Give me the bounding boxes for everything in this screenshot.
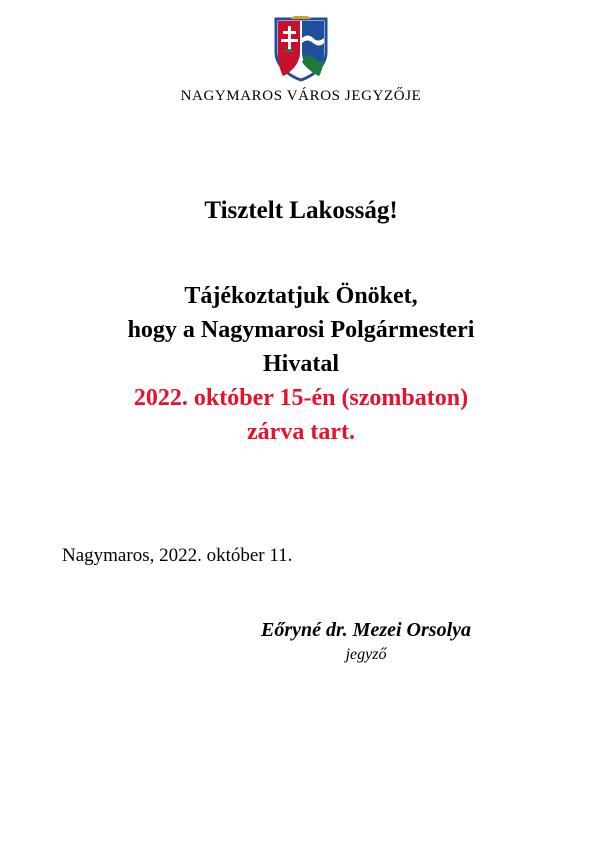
office-title: NAGYMAROS VÁROS JEGYZŐJE [180,88,422,104]
signature-block [0,619,602,664]
body-line-1: Tájékoztatjuk Önöket, [184,283,418,309]
body-line-5: zárva tart. [247,419,355,446]
body-line-4: 2022. október 15-én (szombaton) [133,385,469,412]
salutation-text: Tisztelt Lakosság! [204,197,398,224]
signature-title: jegyző [345,646,387,664]
signature-name: Eőryné dr. Mezei Orsolya [261,619,471,642]
body-line-2: hogy a Nagymarosi Polgármesteri [127,317,475,344]
place-and-date: Nagymaros, 2022. október 11. [62,545,293,567]
nagymaros-coat-of-arms-icon [273,16,329,82]
crest-container [0,0,602,82]
announcement-body [0,279,602,449]
body-line-3: Hivatal [263,351,339,378]
